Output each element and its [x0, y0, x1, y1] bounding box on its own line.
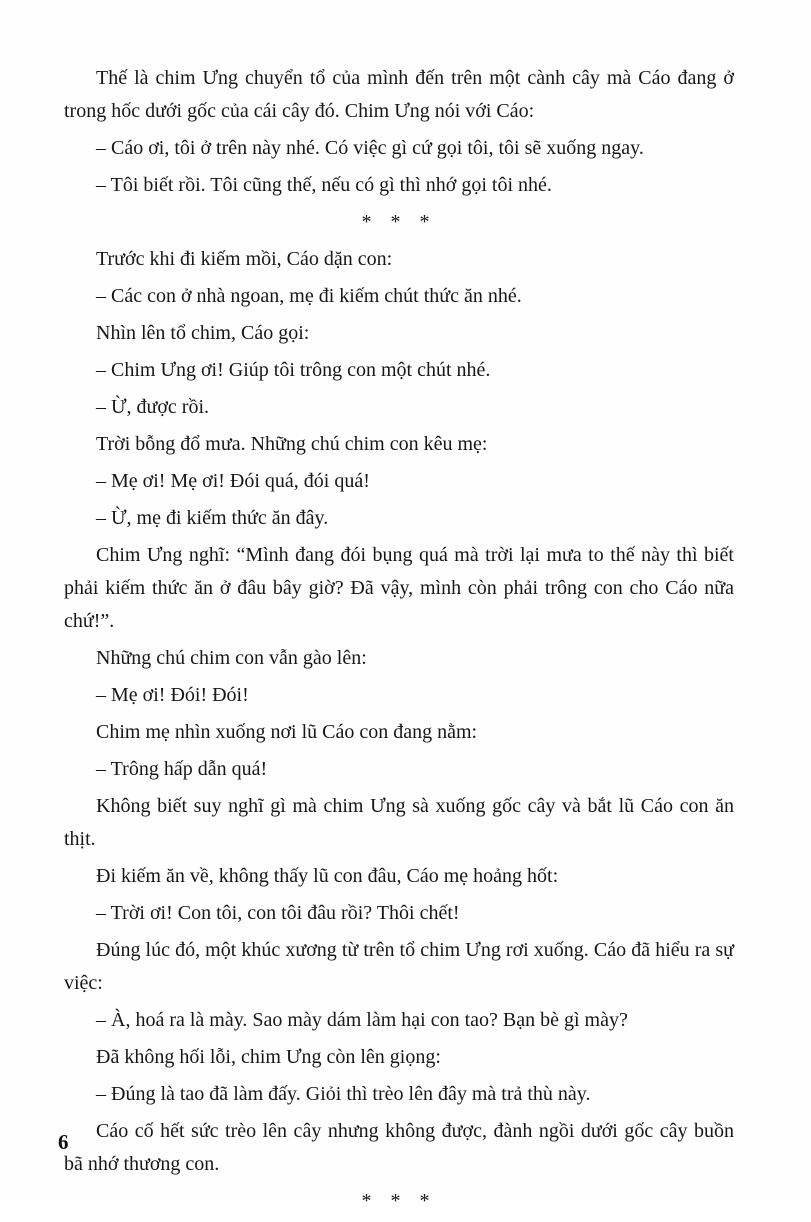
paragraph: Thế là chim Ưng chuyển tổ của mình đến trên một cành cây mà Cáo đang ở trong hốc dưới gốc của cái cây đó. Chim Ưng nói với Cáo: — [64, 67, 734, 122]
paragraph: Không biết suy nghĩ gì mà chim Ưng sà xuống gốc cây và bắt lũ Cáo con ăn thịt. — [64, 795, 734, 850]
paragraph: – À, hoá ra là mày. Sao mày dám làm hại con tao? Bạn bè gì mày? — [96, 1009, 628, 1031]
paragraph: Nhìn lên tổ chim, Cáo gọi: — [96, 322, 310, 344]
paragraph: – Cáo ơi, tôi ở trên này nhé. Có việc gì cứ gọi tôi, tôi sẽ xuống ngay. — [96, 137, 644, 159]
paragraph: – Mẹ ơi! Mẹ ơi! Đói quá, đói quá! — [96, 470, 370, 492]
paragraph: Chim Ưng nghĩ: “Mình đang đói bụng quá mà trời lại mưa to thế này thì biết phải kiếm thức ăn ở đâu bây giờ? Đã vậy, mình còn phải trông con cho Cáo nữa chứ!”. — [64, 544, 734, 632]
paragraph: Chim mẹ nhìn xuống nơi lũ Cáo con đang nằm: — [96, 721, 478, 743]
paragraph: – Ừ, được rồi. — [96, 396, 210, 418]
paragraph: – Chim Ưng ơi! Giúp tôi trông con một chút nhé. — [96, 359, 491, 381]
paragraph: Đã không hối lỗi, chim Ưng còn lên giọng: — [96, 1046, 441, 1068]
paragraph: – Trời ơi! Con tôi, con tôi đâu rồi? Thôi chết! — [96, 902, 460, 924]
paragraph: Đi kiếm ăn về, không thấy lũ con đâu, Cáo mẹ hoảng hốt: — [96, 865, 559, 887]
page-text — [64, 62, 734, 1222]
paragraph: – Ừ, mẹ đi kiếm thức ăn đây. — [96, 507, 329, 529]
paragraph: Trước khi đi kiếm mồi, Cáo dặn con: — [96, 248, 393, 270]
paragraph: – Trông hấp dẫn quá! — [96, 758, 268, 780]
paragraph: Những chú chim con vẫn gào lên: — [96, 647, 367, 669]
paragraph: Cáo cố hết sức trèo lên cây nhưng không được, đành ngồi dưới gốc cây buồn bã nhớ thương con. — [64, 1120, 734, 1175]
section-separator: * * * — [361, 211, 437, 233]
paragraph: – Tôi biết rồi. Tôi cũng thế, nếu có gì thì nhớ gọi tôi nhé. — [96, 174, 552, 196]
paragraph: – Mẹ ơi! Đói! Đói! — [96, 684, 249, 706]
paragraph: – Đúng là tao đã làm đấy. Giỏi thì trèo lên đây mà trả thù này. — [96, 1083, 591, 1105]
section-separator: * * * — [361, 1190, 437, 1212]
paragraph: – Các con ở nhà ngoan, mẹ đi kiếm chút thức ăn nhé. — [96, 285, 522, 307]
paragraph: Đúng lúc đó, một khúc xương từ trên tổ chim Ưng rơi xuống. Cáo đã hiểu ra sự việc: — [64, 939, 734, 994]
page-number: 6 — [58, 1130, 69, 1154]
paragraph: Trời bỗng đổ mưa. Những chú chim con kêu mẹ: — [96, 433, 488, 455]
